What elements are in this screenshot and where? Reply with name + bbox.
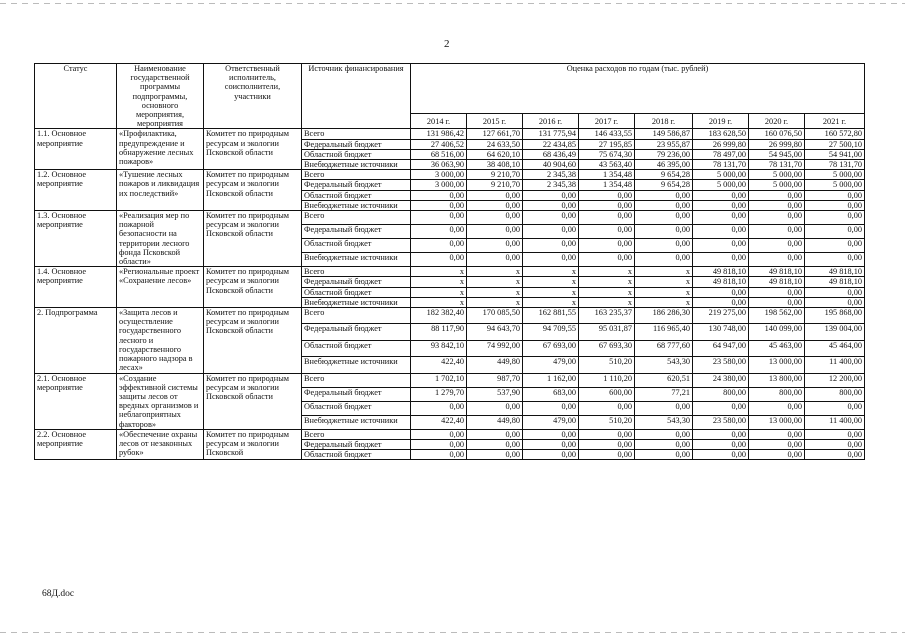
value-cell: x — [579, 297, 635, 307]
funding-source: Областной бюджет — [302, 401, 411, 415]
value-cell: 45 463,00 — [749, 340, 805, 356]
row-status: 2.2. Основное мероприятие — [35, 429, 117, 460]
value-cell: 0,00 — [523, 401, 579, 415]
value-cell: 11 400,00 — [805, 415, 865, 429]
value-cell: x — [635, 297, 693, 307]
row-status: 1.4. Основное мероприятие — [35, 267, 117, 308]
value-cell: 12 200,00 — [805, 373, 865, 387]
value-cell: 600,00 — [579, 387, 635, 401]
value-cell: 46 395,00 — [635, 160, 693, 170]
value-cell: 0,00 — [411, 253, 467, 267]
header-year: 2017 г. — [579, 114, 635, 129]
value-cell: 2 345,38 — [523, 180, 579, 190]
value-cell: 13 000,00 — [749, 415, 805, 429]
value-cell: 0,00 — [749, 253, 805, 267]
value-cell: 0,00 — [467, 200, 523, 210]
value-cell: 0,00 — [693, 253, 749, 267]
value-cell: 0,00 — [805, 287, 865, 297]
value-cell: 93 842,10 — [411, 340, 467, 356]
value-cell: x — [411, 267, 467, 277]
footer-filename: 68Д.doc — [42, 589, 75, 599]
page-number: 2 — [444, 38, 450, 50]
row-name: «Региональные проект «Сохранение лесов» — [117, 267, 204, 308]
value-cell: 27 406,52 — [411, 139, 467, 149]
value-cell: x — [635, 277, 693, 287]
funding-source: Федеральный бюджет — [302, 387, 411, 401]
value-cell: 0,00 — [635, 450, 693, 460]
value-cell: 88 117,90 — [411, 324, 467, 340]
value-cell: 149 586,87 — [635, 129, 693, 139]
value-cell: x — [523, 277, 579, 287]
value-cell: 0,00 — [749, 190, 805, 200]
value-cell: 0,00 — [693, 450, 749, 460]
funding-source: Областной бюджет — [302, 450, 411, 460]
value-cell: 49 818,10 — [805, 267, 865, 277]
scan-edge-bottom — [0, 632, 905, 633]
value-cell: 1 162,00 — [523, 373, 579, 387]
value-cell: 0,00 — [805, 297, 865, 307]
value-cell: 987,70 — [467, 373, 523, 387]
value-cell: 0,00 — [467, 253, 523, 267]
value-cell: 0,00 — [749, 287, 805, 297]
value-cell: 0,00 — [579, 190, 635, 200]
value-cell: 0,00 — [467, 211, 523, 225]
value-cell: 79 236,00 — [635, 149, 693, 159]
value-cell: 0,00 — [411, 439, 467, 449]
value-cell: 0,00 — [467, 439, 523, 449]
row-name: «Защита лесов и осуществление государственного лесного и государственного пожарного надзора в лесах» — [117, 308, 204, 373]
row-status: 1.3. Основное мероприятие — [35, 211, 117, 267]
value-cell: 3 000,00 — [411, 170, 467, 180]
value-cell: 0,00 — [579, 200, 635, 210]
value-cell: 0,00 — [467, 190, 523, 200]
value-cell: x — [635, 287, 693, 297]
value-cell: 0,00 — [693, 225, 749, 239]
value-cell: 146 433,55 — [579, 129, 635, 139]
row-executor: Комитет по природным ресурсам и экологии Псковской области — [204, 211, 302, 267]
value-cell: 0,00 — [693, 429, 749, 439]
funding-source: Внебюджетные источники — [302, 357, 411, 373]
row-status: 2.1. Основное мероприятие — [35, 373, 117, 429]
funding-source: Федеральный бюджет — [302, 277, 411, 287]
value-cell: 0,00 — [523, 200, 579, 210]
value-cell: 43 563,40 — [579, 160, 635, 170]
header-year: 2014 г. — [411, 114, 467, 129]
value-cell: 49 818,10 — [805, 277, 865, 287]
value-cell: 800,00 — [805, 387, 865, 401]
funding-source: Областной бюджет — [302, 287, 411, 297]
value-cell: 77,21 — [635, 387, 693, 401]
value-cell: 0,00 — [411, 450, 467, 460]
value-cell: 0,00 — [693, 200, 749, 210]
value-cell: x — [467, 277, 523, 287]
value-cell: 0,00 — [693, 401, 749, 415]
header-estimate: Оценка расходов по годам (тыс. рублей) — [411, 64, 865, 114]
value-cell: 49 818,10 — [749, 277, 805, 287]
value-cell: 0,00 — [411, 401, 467, 415]
value-cell: 78 131,70 — [805, 160, 865, 170]
value-cell: 0,00 — [411, 239, 467, 253]
value-cell: 800,00 — [749, 387, 805, 401]
header-year: 2015 г. — [467, 114, 523, 129]
funding-source: Всего — [302, 373, 411, 387]
value-cell: 54 945,00 — [749, 149, 805, 159]
value-cell: 0,00 — [635, 401, 693, 415]
value-cell: 0,00 — [749, 401, 805, 415]
row-executor: Комитет по природным ресурсам и экологии Псковской области — [204, 373, 302, 429]
value-cell: 449,80 — [467, 415, 523, 429]
value-cell: 0,00 — [523, 429, 579, 439]
value-cell: 0,00 — [693, 239, 749, 253]
value-cell: 1 354,48 — [579, 170, 635, 180]
value-cell: 183 628,50 — [693, 129, 749, 139]
row-name: «Обеспечение охраны лесов от незаконных рубок» — [117, 429, 204, 460]
value-cell: 5 000,00 — [749, 170, 805, 180]
value-cell: 0,00 — [579, 450, 635, 460]
table-row — [35, 267, 865, 277]
table-row — [35, 170, 865, 180]
funding-source: Всего — [302, 308, 411, 324]
value-cell: 0,00 — [749, 297, 805, 307]
funding-source: Областной бюджет — [302, 149, 411, 159]
value-cell: 5 000,00 — [693, 180, 749, 190]
value-cell: 116 965,40 — [635, 324, 693, 340]
value-cell: x — [579, 267, 635, 277]
scan-edge-top — [0, 3, 905, 4]
funding-source: Всего — [302, 170, 411, 180]
value-cell: 24 633,50 — [467, 139, 523, 149]
header-name: Наименование государственной программы подпрограммы, основного мероприятия, мероприятия — [117, 64, 204, 129]
funding-source: Внебюджетные источники — [302, 200, 411, 210]
value-cell: 0,00 — [749, 225, 805, 239]
value-cell: 26 999,80 — [749, 139, 805, 149]
value-cell: 0,00 — [579, 239, 635, 253]
value-cell: 13 800,00 — [749, 373, 805, 387]
funding-source: Федеральный бюджет — [302, 225, 411, 239]
header-year: 2016 г. — [523, 114, 579, 129]
value-cell: 0,00 — [579, 225, 635, 239]
funding-source: Внебюджетные источники — [302, 253, 411, 267]
value-cell: 0,00 — [523, 211, 579, 225]
row-executor: Комитет по природным ресурсам и экологии Псковской области — [204, 267, 302, 308]
value-cell: 0,00 — [749, 200, 805, 210]
value-cell: 0,00 — [579, 429, 635, 439]
value-cell: 64 947,00 — [693, 340, 749, 356]
value-cell: x — [467, 297, 523, 307]
value-cell: 0,00 — [635, 200, 693, 210]
value-cell: 0,00 — [805, 450, 865, 460]
funding-source: Всего — [302, 211, 411, 225]
value-cell: x — [411, 297, 467, 307]
value-cell: 9 210,70 — [467, 180, 523, 190]
value-cell: 0,00 — [523, 225, 579, 239]
value-cell: 1 702,10 — [411, 373, 467, 387]
row-name: «Реализация мер по пожарной безопасности на территории лесного фонда Псковской области» — [117, 211, 204, 267]
value-cell: 0,00 — [805, 200, 865, 210]
value-cell: 0,00 — [693, 211, 749, 225]
funding-source: Областной бюджет — [302, 340, 411, 356]
value-cell: 64 620,10 — [467, 149, 523, 159]
value-cell: 0,00 — [467, 450, 523, 460]
table-row — [35, 211, 865, 225]
value-cell: 67 693,30 — [579, 340, 635, 356]
funding-source: Всего — [302, 129, 411, 139]
header-year: 2021 г. — [805, 114, 865, 129]
value-cell: 2 345,38 — [523, 170, 579, 180]
funding-source: Областной бюджет — [302, 190, 411, 200]
value-cell: 0,00 — [749, 429, 805, 439]
value-cell: 68 436,49 — [523, 149, 579, 159]
value-cell: 27 195,85 — [579, 139, 635, 149]
value-cell: 0,00 — [749, 450, 805, 460]
value-cell: 0,00 — [693, 439, 749, 449]
funding-source: Внебюджетные источники — [302, 297, 411, 307]
value-cell: x — [467, 267, 523, 277]
value-cell: 5 000,00 — [805, 180, 865, 190]
expenditure-table — [34, 63, 865, 460]
value-cell: 543,30 — [635, 415, 693, 429]
value-cell: 0,00 — [579, 401, 635, 415]
value-cell: 0,00 — [411, 225, 467, 239]
value-cell: 26 999,80 — [693, 139, 749, 149]
value-cell: 23 955,87 — [635, 139, 693, 149]
value-cell: 9 654,28 — [635, 170, 693, 180]
row-executor: Комитет по природным ресурсам и экологии Псковской области — [204, 129, 302, 170]
row-status: 2. Подпрограмма — [35, 308, 117, 373]
value-cell: 0,00 — [805, 225, 865, 239]
funding-source: Областной бюджет — [302, 239, 411, 253]
funding-source: Федеральный бюджет — [302, 439, 411, 449]
value-cell: 0,00 — [635, 211, 693, 225]
value-cell: 0,00 — [579, 439, 635, 449]
value-cell: 0,00 — [805, 211, 865, 225]
value-cell: 0,00 — [523, 439, 579, 449]
value-cell: 0,00 — [523, 253, 579, 267]
value-cell: 9 654,28 — [635, 180, 693, 190]
value-cell: 0,00 — [749, 211, 805, 225]
value-cell: 75 674,30 — [579, 149, 635, 159]
value-cell: 0,00 — [805, 239, 865, 253]
value-cell: 49 818,10 — [693, 267, 749, 277]
value-cell: 1 110,20 — [579, 373, 635, 387]
value-cell: x — [467, 287, 523, 297]
value-cell: 800,00 — [693, 387, 749, 401]
table-row — [35, 308, 865, 324]
value-cell: 170 085,50 — [467, 308, 523, 324]
row-name: «Тушение лесных пожаров и ликвидация их последствий» — [117, 170, 204, 211]
value-cell: x — [579, 277, 635, 287]
header-year: 2019 г. — [693, 114, 749, 129]
value-cell: x — [411, 287, 467, 297]
value-cell: 139 004,00 — [805, 324, 865, 340]
value-cell: 78 131,70 — [749, 160, 805, 170]
value-cell: 0,00 — [523, 190, 579, 200]
header-year: 2020 г. — [749, 114, 805, 129]
value-cell: 54 941,00 — [805, 149, 865, 159]
value-cell: 479,00 — [523, 415, 579, 429]
value-cell: 23 580,00 — [693, 357, 749, 373]
row-executor: Комитет по природным ресурсам и экологии Псковской области — [204, 308, 302, 373]
value-cell: 422,40 — [411, 415, 467, 429]
value-cell: 127 661,70 — [467, 129, 523, 139]
value-cell: 0,00 — [749, 439, 805, 449]
value-cell: 78 131,70 — [693, 160, 749, 170]
value-cell: x — [523, 267, 579, 277]
value-cell: 68 777,60 — [635, 340, 693, 356]
value-cell: 140 099,00 — [749, 324, 805, 340]
value-cell: 510,20 — [579, 357, 635, 373]
value-cell: 23 580,00 — [693, 415, 749, 429]
value-cell: 24 380,00 — [693, 373, 749, 387]
value-cell: 160 076,50 — [749, 129, 805, 139]
value-cell: 94 643,70 — [467, 324, 523, 340]
value-cell: 422,40 — [411, 357, 467, 373]
row-status: 1.2. Основное мероприятие — [35, 170, 117, 211]
value-cell: 0,00 — [805, 429, 865, 439]
value-cell: 683,00 — [523, 387, 579, 401]
value-cell: 0,00 — [693, 297, 749, 307]
value-cell: 0,00 — [467, 225, 523, 239]
funding-source: Федеральный бюджет — [302, 139, 411, 149]
row-executor: Комитет по природным ресурсам и экологии Псковской области — [204, 170, 302, 211]
value-cell: 198 562,00 — [749, 308, 805, 324]
value-cell: 0,00 — [635, 225, 693, 239]
value-cell: 0,00 — [411, 200, 467, 210]
value-cell: 0,00 — [579, 211, 635, 225]
table-row — [35, 429, 865, 439]
value-cell: 78 497,00 — [693, 149, 749, 159]
row-name: «Создание эффективной системы защиты лесов от вредных организмов и неблагоприятных факторов» — [117, 373, 204, 429]
value-cell: 9 210,70 — [467, 170, 523, 180]
value-cell: 0,00 — [467, 239, 523, 253]
value-cell: 0,00 — [749, 239, 805, 253]
value-cell: 0,00 — [411, 211, 467, 225]
value-cell: 49 818,10 — [749, 267, 805, 277]
value-cell: 40 904,60 — [523, 160, 579, 170]
value-cell: 11 400,00 — [805, 357, 865, 373]
value-cell: x — [411, 277, 467, 287]
header-executor: Ответственный исполнитель, соисполнители, участники — [204, 64, 302, 129]
value-cell: 0,00 — [467, 401, 523, 415]
value-cell: x — [523, 297, 579, 307]
value-cell: 36 063,90 — [411, 160, 467, 170]
value-cell: 3 000,00 — [411, 180, 467, 190]
value-cell: 49 818,10 — [693, 277, 749, 287]
value-cell: 0,00 — [805, 190, 865, 200]
value-cell: 5 000,00 — [693, 170, 749, 180]
value-cell: x — [579, 287, 635, 297]
value-cell: x — [635, 267, 693, 277]
value-cell: 27 500,10 — [805, 139, 865, 149]
value-cell: 0,00 — [579, 253, 635, 267]
value-cell: 537,90 — [467, 387, 523, 401]
value-cell: 45 464,00 — [805, 340, 865, 356]
value-cell: 0,00 — [635, 439, 693, 449]
value-cell: 131 775,94 — [523, 129, 579, 139]
value-cell: 479,00 — [523, 357, 579, 373]
value-cell: 0,00 — [411, 429, 467, 439]
value-cell: 0,00 — [805, 401, 865, 415]
value-cell: 130 748,00 — [693, 324, 749, 340]
value-cell: 510,20 — [579, 415, 635, 429]
value-cell: 219 275,00 — [693, 308, 749, 324]
value-cell: 1 279,70 — [411, 387, 467, 401]
value-cell: 0,00 — [693, 190, 749, 200]
value-cell: 449,80 — [467, 357, 523, 373]
value-cell: 5 000,00 — [749, 180, 805, 190]
value-cell: 0,00 — [805, 439, 865, 449]
value-cell: 0,00 — [411, 190, 467, 200]
value-cell: 0,00 — [805, 253, 865, 267]
value-cell: 94 709,55 — [523, 324, 579, 340]
value-cell: 0,00 — [635, 429, 693, 439]
header-source: Источник финансирования — [302, 64, 411, 129]
value-cell: 160 572,80 — [805, 129, 865, 139]
value-cell: x — [523, 287, 579, 297]
value-cell: 0,00 — [523, 239, 579, 253]
funding-source: Федеральный бюджет — [302, 324, 411, 340]
table-row — [35, 129, 865, 139]
value-cell: 13 000,00 — [749, 357, 805, 373]
value-cell: 162 881,55 — [523, 308, 579, 324]
value-cell: 74 992,00 — [467, 340, 523, 356]
value-cell: 1 354,48 — [579, 180, 635, 190]
value-cell: 543,30 — [635, 357, 693, 373]
value-cell: 38 408,10 — [467, 160, 523, 170]
value-cell: 0,00 — [467, 429, 523, 439]
value-cell: 131 986,42 — [411, 129, 467, 139]
header-year: 2018 г. — [635, 114, 693, 129]
value-cell: 22 434,85 — [523, 139, 579, 149]
value-cell: 95 031,87 — [579, 324, 635, 340]
value-cell: 0,00 — [635, 239, 693, 253]
value-cell: 0,00 — [523, 450, 579, 460]
value-cell: 186 286,30 — [635, 308, 693, 324]
value-cell: 5 000,00 — [805, 170, 865, 180]
value-cell: 0,00 — [635, 253, 693, 267]
value-cell: 620,51 — [635, 373, 693, 387]
row-executor: Комитет по природным ресурсам и экологии Псковской — [204, 429, 302, 460]
value-cell: 67 693,00 — [523, 340, 579, 356]
row-name: «Профилактика, предупреждение и обнаружение лесных пожаров» — [117, 129, 204, 170]
value-cell: 68 516,00 — [411, 149, 467, 159]
value-cell: 163 235,37 — [579, 308, 635, 324]
funding-source: Внебюджетные источники — [302, 160, 411, 170]
funding-source: Всего — [302, 267, 411, 277]
value-cell: 195 868,00 — [805, 308, 865, 324]
table-row — [35, 373, 865, 387]
value-cell: 182 382,40 — [411, 308, 467, 324]
row-status: 1.1. Основное мероприятие — [35, 129, 117, 170]
value-cell: 0,00 — [635, 190, 693, 200]
funding-source: Федеральный бюджет — [302, 180, 411, 190]
funding-source: Всего — [302, 429, 411, 439]
header-status: Статус — [35, 64, 117, 129]
value-cell: 0,00 — [693, 287, 749, 297]
funding-source: Внебюджетные источники — [302, 415, 411, 429]
